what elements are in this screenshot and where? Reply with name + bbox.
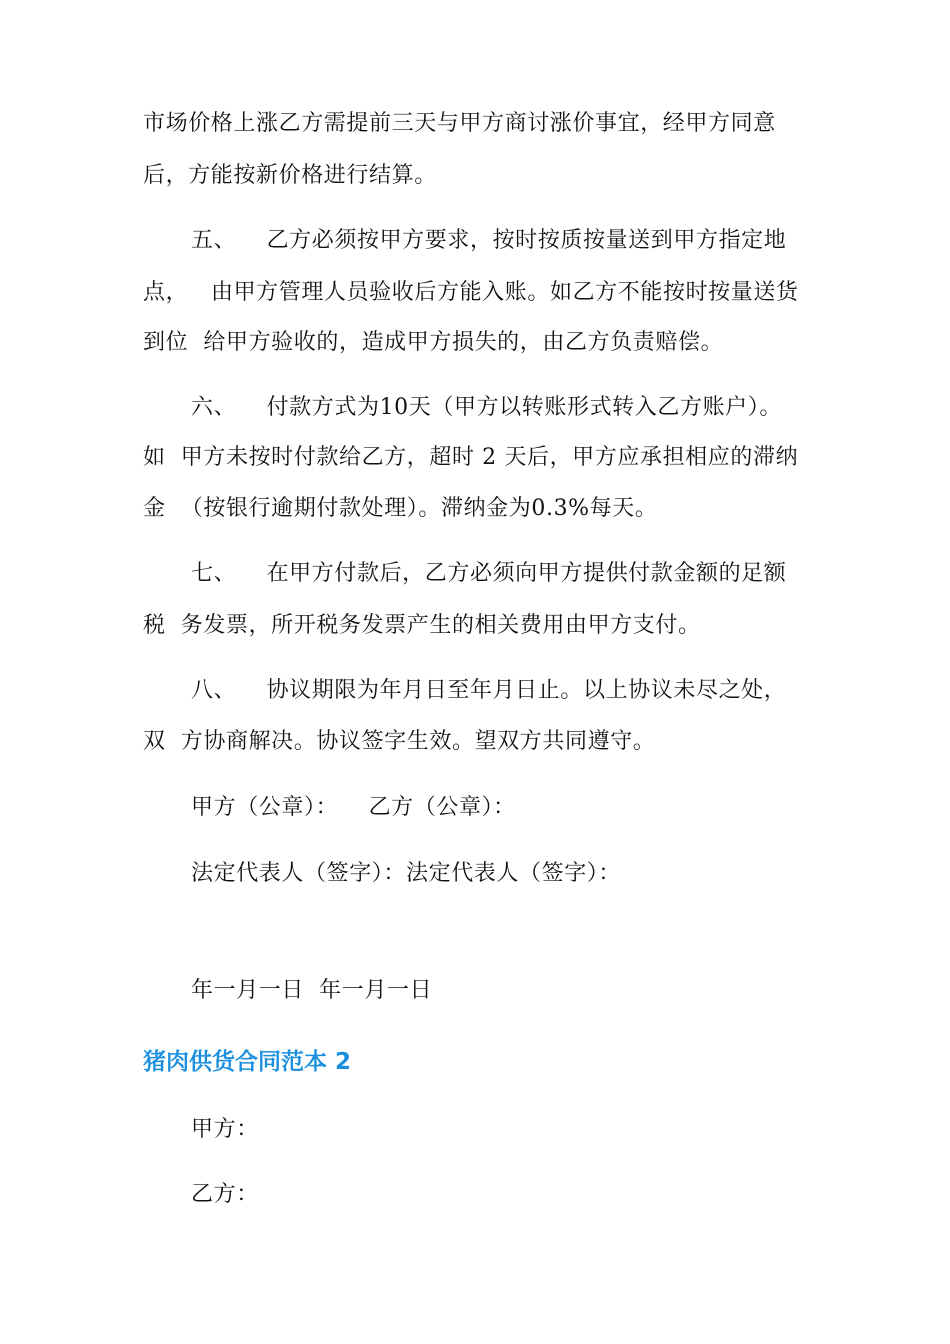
section-heading: 猪肉供货合同范本 2 <box>143 1049 352 1075</box>
clause-6-line: 六、 付款方式为10天（甲方以转账形式转入乙方账户）。 <box>191 395 782 420</box>
body-text-line: 双 方协商解决。协议签字生效。望双方共同遵守。 <box>143 729 656 754</box>
body-text-line: 金 （按银行逾期付款处理）。滞纳金为0.3%每天。 <box>143 496 658 521</box>
clause-5-line: 五、 乙方必须按甲方要求，按时按质按量送到甲方指定地 <box>191 228 787 253</box>
party-a-line: 甲方： <box>191 1117 259 1142</box>
clause-8-line: 八、 协议期限为年月日至年月日止。以上协议未尽之处， <box>191 678 787 703</box>
body-text-line: 税 务发票，所开税务发票产生的相关费用由甲方支付。 <box>143 613 701 638</box>
body-text-line: 如 甲方未按时付款给乙方，超时 2 天后，甲方应承担相应的滞纳 <box>143 445 799 470</box>
body-text-line: 到位 给甲方验收的，造成甲方损失的，由乙方负责赔偿。 <box>143 330 724 355</box>
date-line: 年一月一日 年一月一日 <box>191 978 433 1003</box>
body-text-line: 点， 由甲方管理人员验收后方能入账。如乙方不能按时按量送货 <box>143 280 799 305</box>
body-text-line: 后，方能按新价格进行结算。 <box>143 163 437 188</box>
seal-line: 甲方（公章）： 乙方（公章）： <box>191 795 516 820</box>
signature-line: 法定代表人（签字）：法定代表人（签字）： <box>191 861 622 886</box>
party-b-line: 乙方： <box>191 1182 259 1207</box>
clause-7-line: 七、 在甲方付款后，乙方必须向甲方提供付款金额的足额 <box>191 561 787 586</box>
body-text-line: 市场价格上涨乙方需提前三天与甲方商讨涨价事宜，经甲方同意 <box>143 111 776 136</box>
